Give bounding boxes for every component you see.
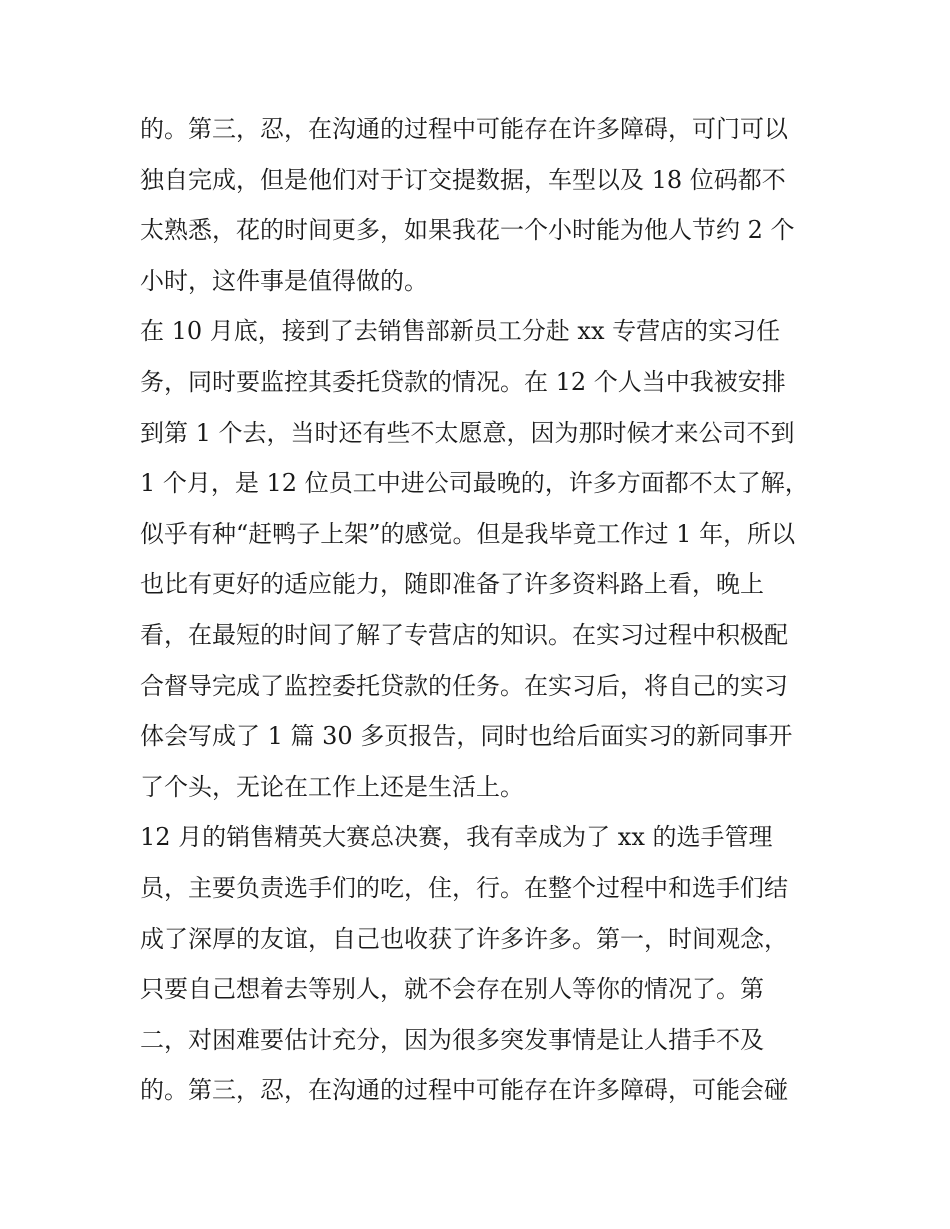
text-line: 了个头，无论在工作上还是生活上。 <box>140 772 524 801</box>
text-line: 似乎有种“赶鸭子上架”的感觉。但是我毕竟工作过 1 年，所以 <box>140 519 796 548</box>
text-line: 的。第三，忍，在沟通的过程中可能存在许多障碍，可门可以 <box>140 115 788 143</box>
text-line: 也比有更好的适应能力，随即准备了许多资料路上看，晚上 <box>140 570 764 599</box>
text-line: 二，对困难要估计充分，因为很多突发事情是让人措手不及 <box>140 1025 764 1054</box>
text-line: 独自完成，但是他们对于订交提数据，车型以及 18 位码都不 <box>140 165 786 194</box>
text-line: 合督导完成了监控委托贷款的任务。在实习后，将自己的实习 <box>140 671 788 700</box>
text-line: 12 月的销售精英大赛总决赛，我有幸成为了 xx 的选手管理 <box>140 823 773 852</box>
document-body <box>140 104 820 1116</box>
text-line: 的。第三，忍，在沟通的过程中可能存在许多障碍，可能会碰 <box>140 1076 788 1105</box>
text-line: 体会写成了 1 篇 30 多页报告，同时也给后面实习的新同事开 <box>140 722 793 751</box>
text-line: 1 个月，是 12 位员工中进公司最晚的，许多方面都不太了解， <box>140 469 809 498</box>
text-line: 到第 1 个去，当时还有些不太愿意，因为那时候才来公司不到 <box>140 418 795 447</box>
text-line: 成了深厚的友谊，自己也收获了许多许多。第一，时间观念， <box>140 924 788 953</box>
text-line: 太熟悉，花的时间更多，如果我花一个小时能为他人节约 2 个 <box>140 216 795 245</box>
text-line: 看，在最短的时间了解了专营店的知识。在实习过程中积极配 <box>140 620 788 649</box>
text-line: 务，同时要监控其委托贷款的情况。在 12 个人当中我被安排 <box>140 367 786 396</box>
text-line: 员，主要负责选手们的吃，住，行。在整个过程中和选手们结 <box>140 873 788 902</box>
text-line: 只要自己想着去等别人，就不会存在别人等你的情况了。第 <box>140 975 764 1004</box>
text-line: 在 10 月底，接到了去销售部新员工分赴 xx 专营店的实习任 <box>140 317 781 346</box>
text-line: 小时，这件事是值得做的。 <box>140 266 428 295</box>
